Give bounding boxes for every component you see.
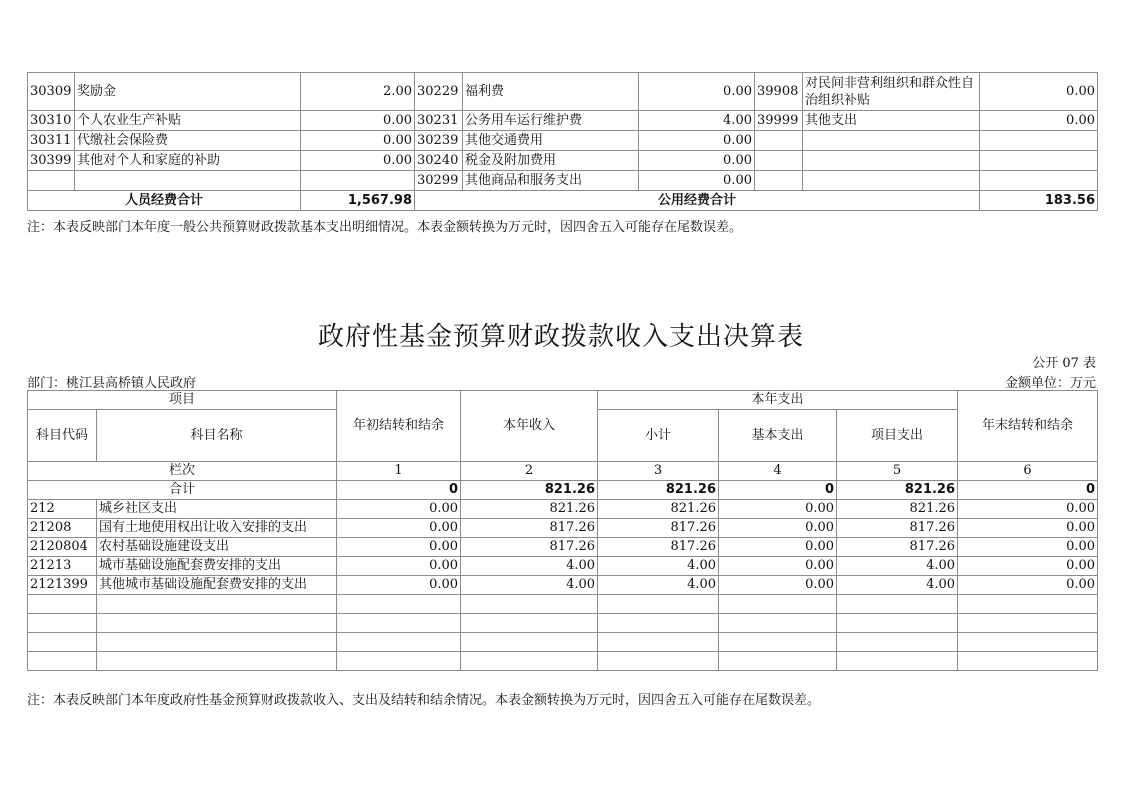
empty-row [28,633,1098,652]
public-total-value: 183.56 [980,191,1098,211]
table-row [28,73,1098,111]
empty-row [28,614,1098,633]
code-cell: 39908 [755,73,803,111]
amount-cell: 0.00 [639,151,755,171]
amount-cell: 817.26 [837,519,958,538]
column-number: 5 [837,462,958,481]
amount-cell: 0.00 [958,576,1098,595]
amount-cell: 0.00 [719,500,837,519]
code-cell [28,171,75,191]
name-cell: 其他城市基础设施配套费安排的支出 [97,576,337,595]
code-cell [755,151,803,171]
amount-cell: 821.26 [598,500,719,519]
name-cell [75,171,301,191]
amount-cell: 817.26 [598,519,719,538]
name-cell: 城市基础设施配套费安排的支出 [97,557,337,576]
amount-cell: 821.26 [461,481,598,500]
amount-cell: 0.00 [337,519,461,538]
amount-cell: 0.00 [719,576,837,595]
name-cell: 公务用车运行维护费 [463,111,639,131]
amount-cell: 0.00 [639,131,755,151]
code-cell: 39999 [755,111,803,131]
column-number: 3 [598,462,719,481]
name-cell: 其他交通费用 [463,131,639,151]
amount-cell: 0.00 [719,519,837,538]
total-label: 合计 [28,481,337,500]
amount-cell: 0.00 [301,111,415,131]
amount-cell: 0.00 [337,500,461,519]
department-label: 部门：桃江县高桥镇人民政府 [27,376,197,391]
header-subtotal: 小计 [598,410,719,462]
name-cell [803,151,980,171]
table-row [28,111,1098,131]
name-cell [803,171,980,191]
amount-cell: 0.00 [958,557,1098,576]
column-number: 6 [958,462,1098,481]
page-title: 政府性基金预算财政拨款收入支出决算表 [317,322,804,352]
code-cell: 30239 [415,131,463,151]
personnel-total-value: 1,567.98 [301,191,415,211]
amount-cell: 4.00 [837,576,958,595]
amount-cell: 821.26 [837,500,958,519]
amount-cell: 4.00 [598,557,719,576]
header-item: 项目 [28,391,337,410]
amount-cell: 0.00 [719,538,837,557]
basic-expenditure-detail-table [27,72,1098,211]
amount-cell: 0 [958,481,1098,500]
table-row [28,131,1098,151]
table-row [28,576,1098,595]
amount-cell: 4.00 [461,557,598,576]
totals-row [28,191,1098,211]
code-cell: 30229 [415,73,463,111]
name-cell: 代缴社会保险费 [75,131,301,151]
header-project: 项目支出 [837,410,958,462]
name-cell: 其他商品和服务支出 [463,171,639,191]
amount-cell: 4.00 [837,557,958,576]
empty-row [28,595,1098,614]
header-begin-balance: 年初结转和结余 [337,391,461,462]
amount-cell: 0 [719,481,837,500]
header-basic: 基本支出 [719,410,837,462]
table-note: 注：本表反映部门本年度一般公共预算财政拨款基本支出明细情况。本表金额转换为万元时，因四舍五入可能存在尾数误差。 [27,220,743,235]
code-cell: 30299 [415,171,463,191]
column-number: 1 [337,462,461,481]
amount-cell: 817.26 [461,538,598,557]
code-cell: 21208 [28,519,97,538]
amount-cell: 821.26 [461,500,598,519]
header-end-balance: 年末结转和结余 [958,391,1098,462]
name-cell: 其他支出 [803,111,980,131]
amount-cell: 4.00 [461,576,598,595]
code-cell: 30310 [28,111,75,131]
total-row [28,481,1098,500]
header-row [28,391,1098,410]
column-number-row [28,462,1098,481]
column-number: 4 [719,462,837,481]
form-number: 公开 07 表 [1032,356,1096,371]
name-cell: 福利费 [463,73,639,111]
amount-cell: 0.00 [958,538,1098,557]
column-number-label: 栏次 [28,462,337,481]
column-number: 2 [461,462,598,481]
table-row [28,171,1098,191]
amount-cell: 0.00 [337,576,461,595]
table-row [28,500,1098,519]
table-row [28,519,1098,538]
name-cell: 税金及附加费用 [463,151,639,171]
code-cell: 30231 [415,111,463,131]
name-cell [803,131,980,151]
name-cell: 对民间非营利组织和群众性自治组织补贴 [803,73,980,111]
table-row [28,538,1098,557]
public-total-label: 公用经费合计 [415,191,980,211]
table-row [28,557,1098,576]
amount-cell: 0.00 [639,171,755,191]
amount-cell: 821.26 [598,481,719,500]
code-cell: 30240 [415,151,463,171]
code-cell [755,171,803,191]
amount-cell: 0.00 [958,500,1098,519]
amount-cell: 0.00 [958,519,1098,538]
amount-cell: 817.26 [598,538,719,557]
name-cell: 城乡社区支出 [97,500,337,519]
code-cell: 30399 [28,151,75,171]
code-cell: 21213 [28,557,97,576]
amount-cell: 2.00 [301,73,415,111]
amount-cell: 817.26 [837,538,958,557]
name-cell: 其他对个人和家庭的补助 [75,151,301,171]
header-expense: 本年支出 [598,391,958,410]
amount-cell: 821.26 [837,481,958,500]
header-code: 科目代码 [28,410,97,462]
amount-cell: 0.00 [337,538,461,557]
amount-cell [980,151,1098,171]
code-cell: 30311 [28,131,75,151]
code-cell: 212 [28,500,97,519]
code-cell [755,131,803,151]
amount-cell: 0.00 [301,151,415,171]
amount-cell: 0.00 [980,111,1098,131]
code-cell: 2120804 [28,538,97,557]
table-row [28,151,1098,171]
header-income: 本年收入 [461,391,598,462]
amount-cell: 0.00 [639,73,755,111]
code-cell: 2121399 [28,576,97,595]
amount-cell: 0.00 [301,131,415,151]
amount-cell: 4.00 [598,576,719,595]
name-cell: 国有土地使用权出让收入安排的支出 [97,519,337,538]
name-cell: 农村基础设施建设支出 [97,538,337,557]
amount-cell [301,171,415,191]
amount-cell [980,171,1098,191]
header-name: 科目名称 [97,410,337,462]
name-cell: 个人农业生产补贴 [75,111,301,131]
amount-cell: 0.00 [337,557,461,576]
government-fund-table [27,390,1098,671]
unit-label: 金额单位：万元 [1004,376,1096,391]
name-cell: 奖励金 [75,73,301,111]
amount-cell [980,131,1098,151]
amount-cell: 0 [337,481,461,500]
code-cell: 30309 [28,73,75,111]
amount-cell: 0.00 [980,73,1098,111]
empty-row [28,652,1098,671]
amount-cell: 817.26 [461,519,598,538]
table-note: 注：本表反映部门本年度政府性基金预算财政拨款收入、支出及结转和结余情况。本表金额转换为万元时，因四舍五入可能存在尾数误差。 [27,693,821,708]
amount-cell: 0.00 [719,557,837,576]
personnel-total-label: 人员经费合计 [28,191,301,211]
amount-cell: 4.00 [639,111,755,131]
